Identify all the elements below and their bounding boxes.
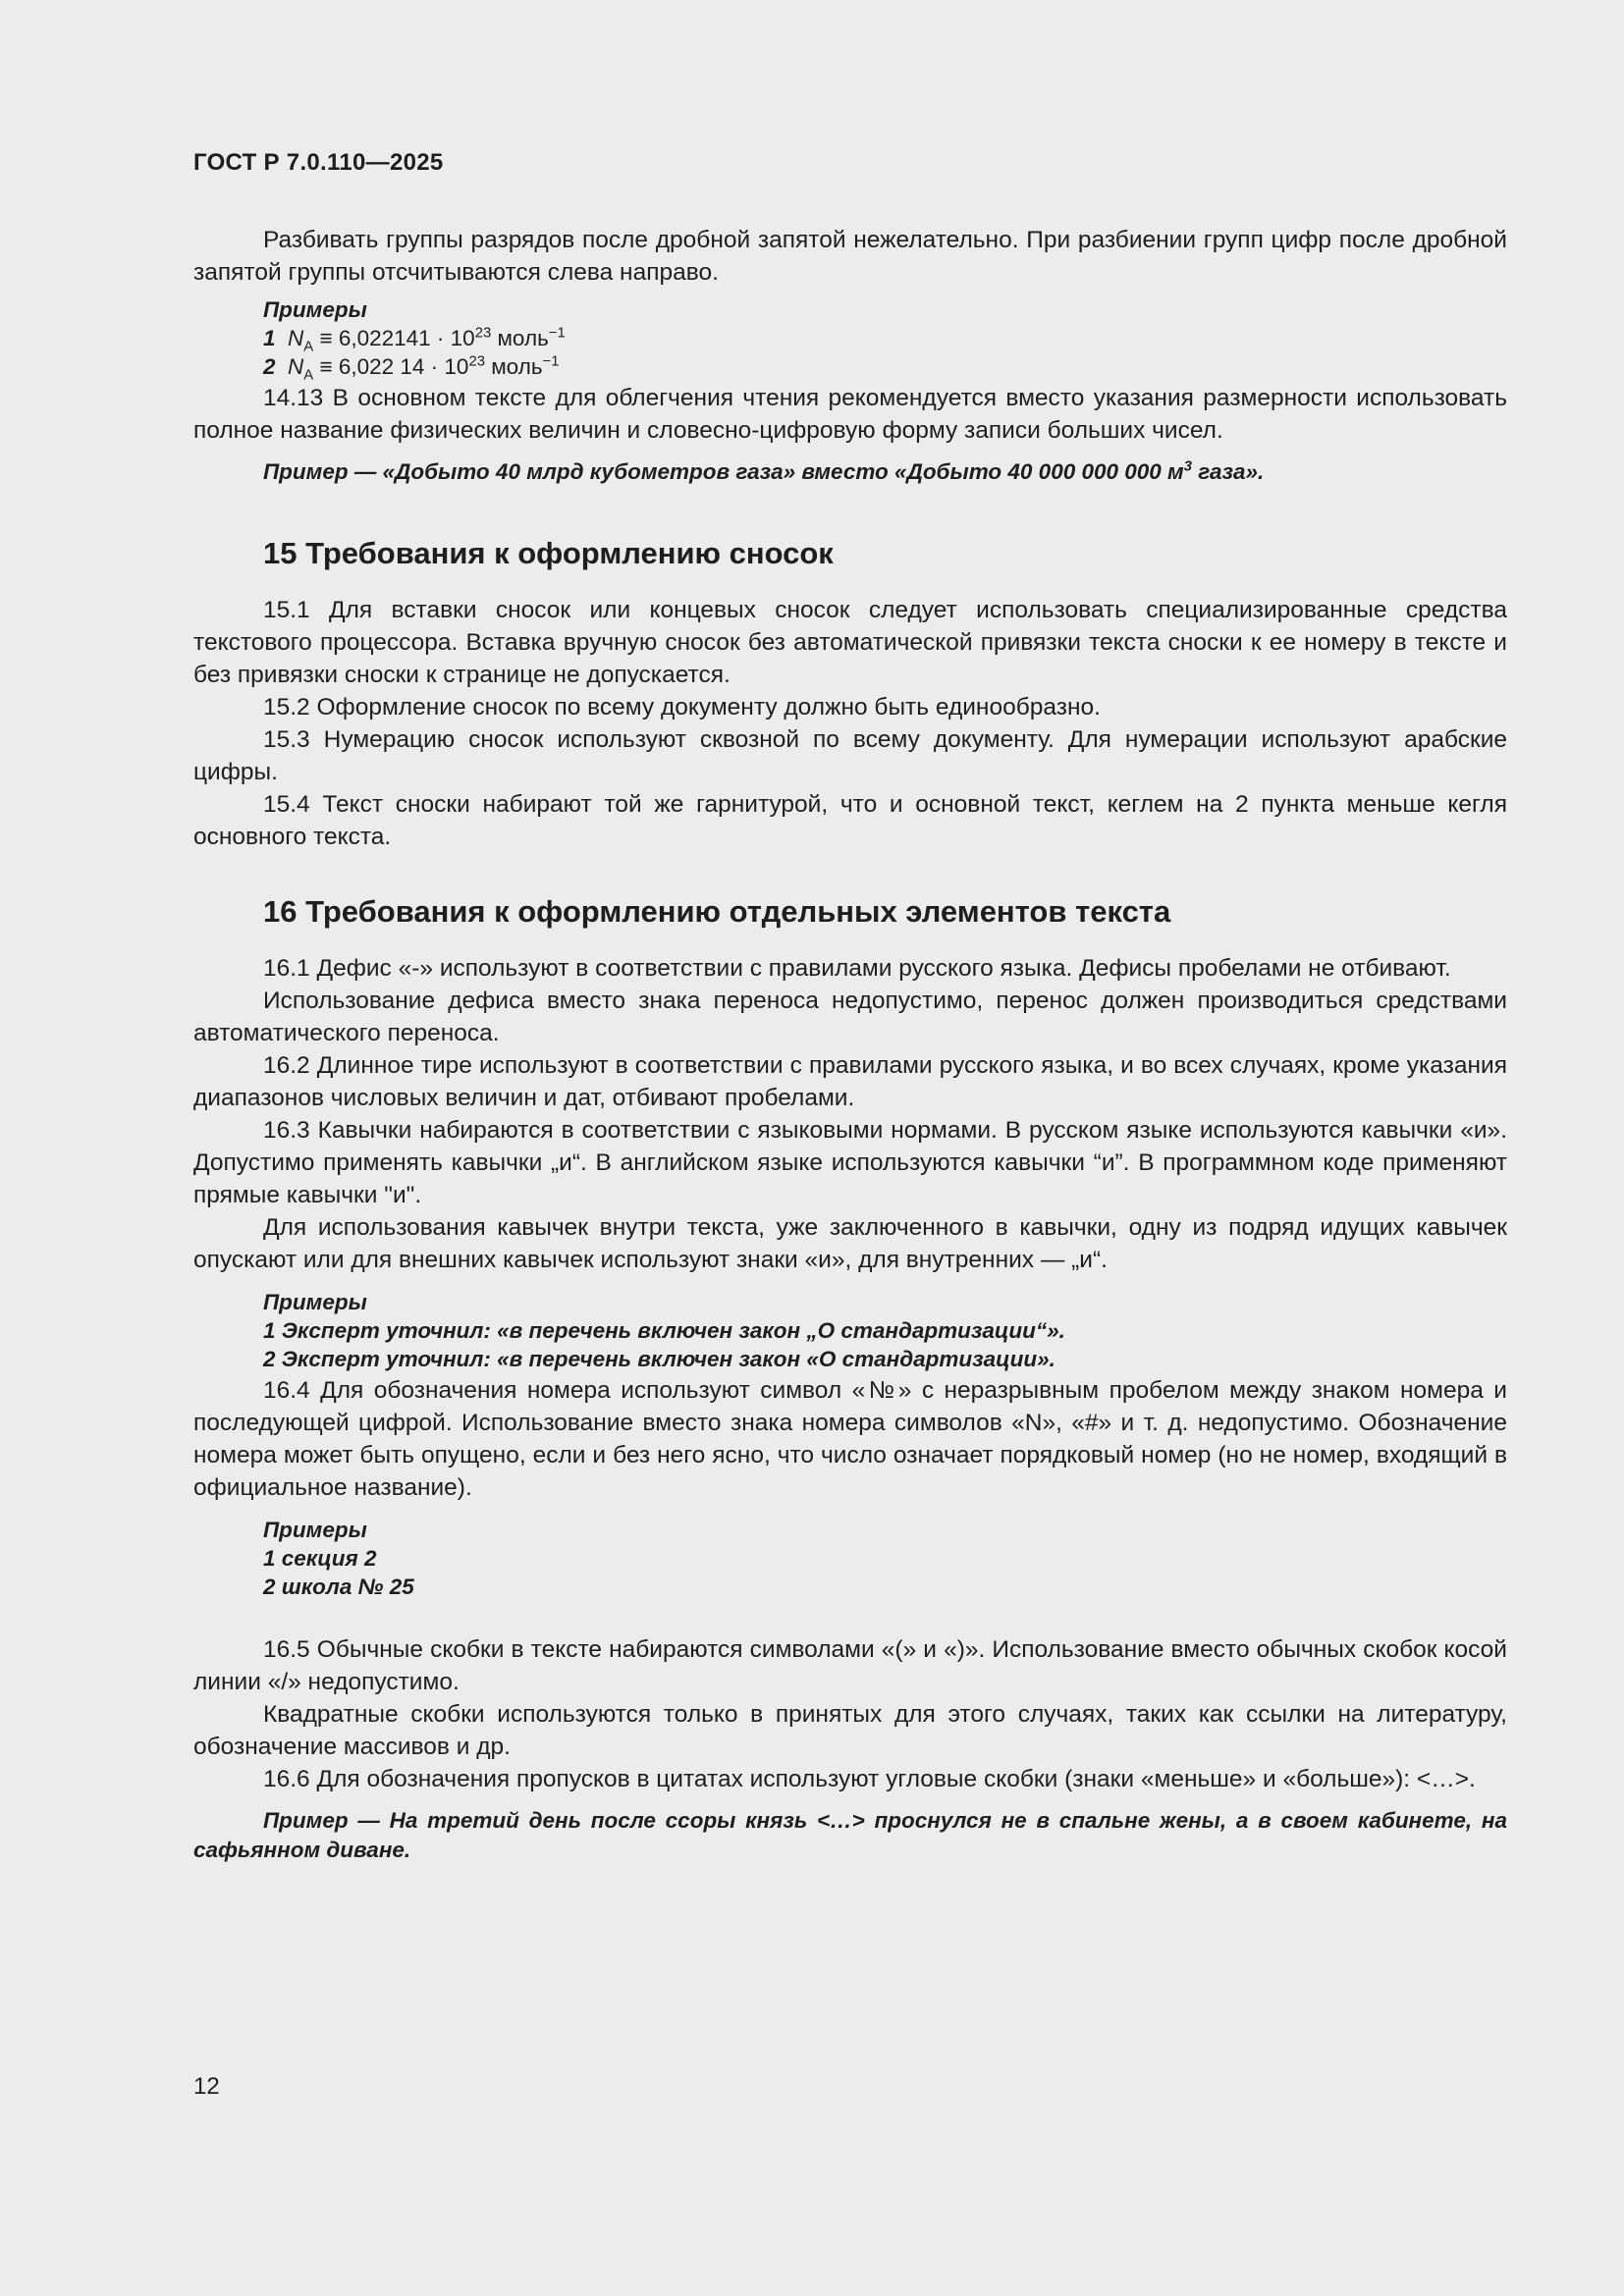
example-number: 2 bbox=[263, 354, 276, 379]
paragraph-16-5b: Квадратные скобки используются только в принятых для этого случаях, таких как ссылки на литературу, обозначение массивов и др. bbox=[193, 1701, 1507, 1760]
paragraph-16-3b: Для использования кавычек внутри текста, уже заключенного в кавычки, одну из подряд идущих кавычек опускают или для внешних кавычек используют знаки «и», для внутренних — „и“. bbox=[193, 1214, 1507, 1273]
section-16-title: 16 Требования к оформлению отдельных элементов текста bbox=[263, 894, 1171, 929]
paragraph-16-6: 16.6 Для обозначения пропусков в цитатах используют угловые скобки (знаки «меньше» и «больше»): <…>. bbox=[263, 1766, 1476, 1792]
unit-exponent: −1 bbox=[548, 325, 566, 342]
example-line-2: 2 Эксперт уточнил: «в перечень включен закон «О стандартизации». bbox=[263, 1347, 1056, 1371]
examples-heading: Примеры bbox=[263, 1518, 367, 1542]
note-gas-example: Пример — «Добыто 40 млрд кубометров газа» вместо «Добыто 40 000 000 000 $м^3$ газа». bbox=[263, 458, 1265, 484]
document-header: ГОСТ Р 7.0.110—2025 bbox=[193, 149, 444, 176]
note-ellipsis-example: Пример — На третий день после ссоры князь <…> проснулся не в спальне жены, а в своем кабинете, на сафьянном диване. bbox=[193, 1808, 1507, 1862]
paragraph-16-1b: Использование дефиса вместо знака переноса недопустимо, перенос должен производиться средствами автоматического переноса. bbox=[193, 988, 1507, 1046]
examples-block-numbers bbox=[263, 1516, 1507, 1601]
paragraph-digit-groups: Разбивать группы разрядов после дробной запятой нежелательно. При разбиении групп цифр после дробной запятой группы отсчитываются слева направо. bbox=[193, 227, 1507, 286]
example-number: 1 bbox=[263, 326, 276, 350]
unit-exponent: −1 bbox=[542, 353, 560, 370]
paragraph-16-1: 16.1 Дефис «-» используют в соответствии с правилами русского языка. Дефисы пробелами не отбивают. bbox=[263, 955, 1451, 982]
examples-heading: Примеры bbox=[263, 1290, 367, 1314]
example-line-2 bbox=[263, 352, 1507, 384]
symbol-n: N bbox=[288, 354, 304, 379]
paragraph-15-4: 15.4 Текст сноски набирают той же гарнитурой, что и основной текст, кеглем на 2 пункта меньше кегля основного текста. bbox=[193, 791, 1507, 850]
symbol-subscript: A bbox=[303, 339, 314, 355]
examples-heading: Примеры bbox=[263, 297, 367, 322]
example-value: ≡ 6,022141 · 10 bbox=[313, 326, 475, 350]
section-15-title: 15 Требования к оформлению сносок bbox=[263, 536, 834, 570]
page-number: 12 bbox=[193, 2073, 220, 2100]
paragraph-16-5: 16.5 Обычные скобки в тексте набираются символами «(» и «)». Использование вместо обычных скобок косой линии «/» недопустимо. bbox=[193, 1636, 1507, 1695]
examples-block-quotes bbox=[263, 1288, 1507, 1373]
paragraph-15-3: 15.3 Нумерацию сносок используют сквозной по всему документу. Для нумерации используют арабские цифры. bbox=[193, 726, 1507, 785]
paragraph-14-13: 14.13 В основном тексте для облегчения чтения рекомендуется вместо указания размерности использовать полное название физических величин и словесно-цифровую форму записи больших чисел. bbox=[193, 385, 1507, 444]
exponent: 23 bbox=[474, 325, 492, 342]
exponent: 23 bbox=[468, 353, 485, 370]
document-body bbox=[193, 224, 1507, 1865]
symbol-n: N bbox=[288, 326, 304, 350]
unit: моль bbox=[484, 354, 543, 379]
paragraph-15-2: 15.2 Оформление сносок по всему документу должно быть единообразно. bbox=[263, 694, 1101, 721]
unit: моль bbox=[491, 326, 549, 350]
symbol-subscript: A bbox=[303, 367, 314, 384]
example-value: ≡ 6,022 14 · 10 bbox=[313, 354, 469, 379]
paragraph-16-2: 16.2 Длинное тире используют в соответствии с правилами русского языка, и во всех случаях, кроме указания диапазонов числовых величин и дат, отбивают пробелами. bbox=[193, 1052, 1507, 1111]
paragraph-15-1: 15.1 Для вставки сносок или концевых сносок следует использовать специализированные средства текстового процессора. Вставка вручную сносок без автоматической привязки текста сноски к ее номеру в тексте и без привязки сноски к странице не допускается. bbox=[193, 597, 1507, 688]
example-line-2: 2 школа № 25 bbox=[263, 1575, 414, 1599]
example-line-1 bbox=[263, 324, 1507, 355]
paragraph-16-3: 16.3 Кавычки набираются в соответствии с языковыми нормами. В русском языке используются кавычки «и». Допустимо применять кавычки „и“. В английском языке используются кавычки “и”. В программном коде применяют прямые кавычки "и". bbox=[193, 1117, 1507, 1208]
examples-block-avogadro bbox=[263, 295, 1507, 384]
example-line-1: 1 Эксперт уточнил: «в перечень включен закон „О стандартизации“». bbox=[263, 1318, 1065, 1343]
paragraph-16-4: 16.4 Для обозначения номера используют символ «№» с неразрывным пробелом между знаком номера и последующей цифрой. Использование вместо знака номера символов «N», «#» и т. д. недопустимо. Обозначение номера может быть опущено, если и без него ясно, что число означает порядковый номер (но не номер, входящий в официальное название). bbox=[193, 1377, 1507, 1501]
example-line-1: 1 секция 2 bbox=[263, 1546, 377, 1571]
